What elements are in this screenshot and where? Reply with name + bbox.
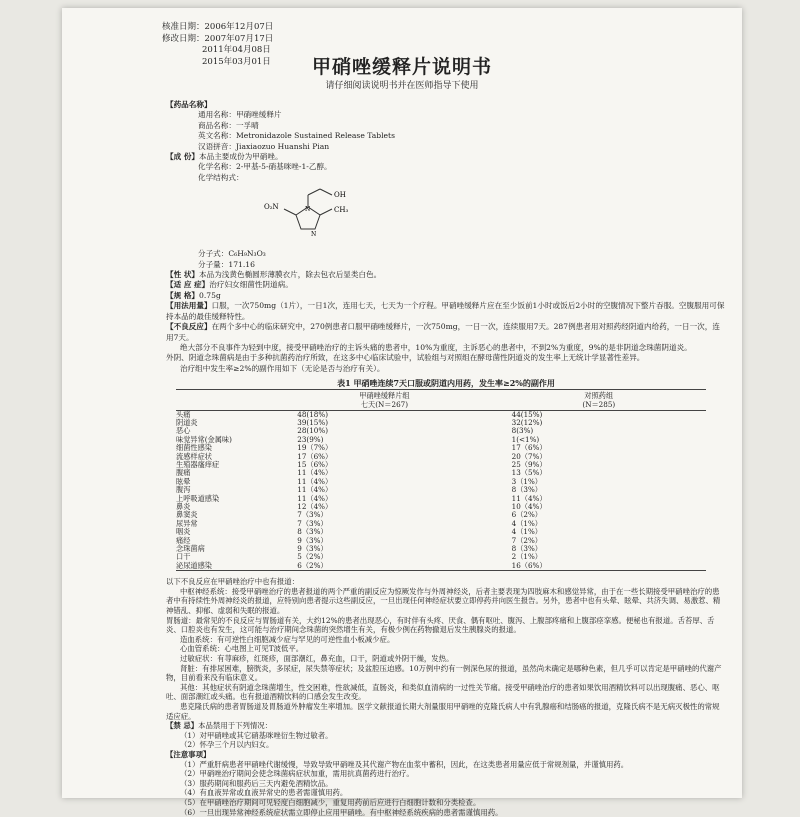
- table-row: [176, 436, 706, 444]
- adverse-event-name: 细菌性感染: [176, 444, 277, 452]
- table-row: [176, 419, 706, 427]
- comparator-value: 17（6%）: [492, 444, 706, 452]
- crohn-paragraph: 患克隆氏病的患者胃肠道及胃肠道外肿瘤发生率增加。医学文献报道长期大剂量服用甲硝唑的克隆氏病人中有乳腺癌和结肠癌的报道，克隆氏病不是无病灭极性的常规适应症。: [166, 702, 726, 721]
- molecular-formula: 分子式：C₆H₉N₃O₃: [166, 249, 726, 259]
- adverse-event-name: 味觉异常(金属味): [176, 436, 277, 444]
- comparator-value: 6（2%）: [492, 511, 706, 519]
- adverse-event-name: 阴道炎: [176, 419, 277, 427]
- renal-paragraph: 肾脏：有排尿困难，膀胱炎，多尿症，尿失禁等症状；及盆腔压迫感。10万例中约有一例深色尿的报道，虽然尚未确定是哪种色素，但几乎可以肯定是甲硝唑的代谢产物，目前看来没有临床意义。: [166, 664, 726, 683]
- contraindications-text: 本品禁用于下列情况：: [198, 721, 272, 730]
- chemical-name: 化学名称：2-甲基-5-硝基咪唑-1-乙醇。: [166, 162, 726, 172]
- metronidazole-value: 7（3%）: [277, 511, 491, 519]
- metronidazole-value: 7（3%）: [277, 520, 491, 528]
- pinyin-name: 汉语拼音：Jiaxiaozuo Huanshi Pian: [166, 142, 726, 152]
- adverse-text: 在两个多中心的临床研究中，270例患者口服甲硝唑缓释片，一次750mg，一日一次，连续服用7天。287例患者用对照药经阴道内给药，一日一次，连用7天。: [166, 322, 720, 341]
- spec-text: 0.75g: [199, 291, 221, 300]
- adverse-event-name: 流感样症状: [176, 453, 277, 461]
- table-row: [176, 545, 706, 553]
- comparator-value: 8（3%）: [492, 486, 706, 494]
- comparator-value: 8(3%): [492, 427, 706, 435]
- comparator-value: 1(<1%): [492, 436, 706, 444]
- table-row: [176, 469, 706, 477]
- metronidazole-value: 19（7%）: [277, 444, 491, 452]
- table-row: [176, 461, 706, 469]
- cardiovascular-paragraph: 心血管系统：心电图上可见T波低平。: [166, 644, 726, 654]
- adverse-event-name: 头痛: [176, 410, 277, 419]
- table-row: [176, 486, 706, 494]
- adverse-event-name: 生殖器瘙痒症: [176, 461, 277, 469]
- adverse-event-name: 念珠菌病: [176, 545, 277, 553]
- metronidazole-value: 11（4%）: [277, 478, 491, 486]
- table-title: 表1 甲硝唑连续7天口服或阴道内用药，发生率≥2%的副作用: [166, 378, 726, 388]
- generic-name: 通用名称：甲硝唑缓释片: [166, 110, 726, 120]
- metronidazole-value: 11（4%）: [277, 495, 491, 503]
- revision-date-3: 2015年03月01日: [162, 57, 273, 69]
- svg-text:N: N: [311, 231, 316, 238]
- approval-date: 核准日期：2006年12月07日: [162, 22, 273, 34]
- adverse-event-name: 泌尿道感染: [176, 562, 277, 571]
- adverse-event-name: 咽炎: [176, 528, 277, 536]
- composition-text: 本品主要成份为甲硝唑。: [199, 152, 283, 161]
- metronidazole-value: 15（6%）: [277, 461, 491, 469]
- svg-text:O₂N: O₂N: [264, 203, 279, 211]
- table-row: [176, 553, 706, 561]
- table-row: [176, 511, 706, 519]
- trade-name: 商品名称：一孚晴: [166, 121, 726, 131]
- comparator-value: 25（9%）: [492, 461, 706, 469]
- hematologic-paragraph: 造血系统：有可逆性白细胞减少症与罕见的可逆性血小板减少症。: [166, 635, 726, 645]
- indications-text: 治疗妇女细菌性阴道病。: [209, 280, 293, 289]
- comparator-value: 10（4%）: [492, 503, 706, 511]
- molecular-weight: 分子量：171.16: [166, 260, 726, 270]
- leaflet-sheet: [62, 8, 742, 798]
- table-row: [176, 410, 706, 419]
- adverse-event-name: 口干: [176, 553, 277, 561]
- adverse-paragraph-4: 治疗组中发生率≥2%的副作用如下（无论是否与治疗有关）。: [166, 364, 726, 374]
- adverse-event-name: 恶心: [176, 427, 277, 435]
- metronidazole-value: 6（2%）: [277, 562, 491, 571]
- table-header-col2: 对照药组 (N＝285): [492, 389, 706, 410]
- adverse-event-name: 腹痛: [176, 469, 277, 477]
- adverse-event-name: 痛经: [176, 537, 277, 545]
- properties-text: 本品为浅黄色椭圆形薄膜衣片，除去包衣后显类白色。: [199, 270, 381, 279]
- composition-heading: 【成 份】: [166, 152, 199, 161]
- metronidazole-value: 23(9%): [277, 436, 491, 444]
- adverse-event-name: 腹泻: [176, 486, 277, 494]
- leaflet-body: [166, 100, 726, 817]
- spec-heading: 【规 格】: [166, 291, 199, 300]
- drug-name-heading: 【药品名称】: [166, 100, 726, 110]
- svg-text:CH₃: CH₃: [334, 206, 348, 214]
- comparator-value: 44(15%): [492, 410, 706, 419]
- comparator-value: 4（1%）: [492, 520, 706, 528]
- metronidazole-value: 48(18%): [277, 410, 491, 419]
- allergy-paragraph: 过敏症状：有荨麻疹，红斑疹，面部潮红，鼻充血，口干，阴道或外阴干燥，发热。: [166, 654, 726, 664]
- metronidazole-value: 8（3%）: [277, 528, 491, 536]
- document-title: 甲硝唑缓释片说明书: [62, 52, 742, 79]
- metronidazole-value: 39(15%): [277, 419, 491, 427]
- precaution-item-3: （3）服药期间和服药后三天内避免酒精饮品。: [166, 779, 726, 789]
- svg-text:N: N: [305, 206, 310, 213]
- contraindication-item-1: （1）对甲硝唑或其它硝基咪唑衍生物过敏者。: [166, 731, 726, 741]
- metronidazole-value: 11（4%）: [277, 486, 491, 494]
- contraindication-item-2: （2）怀孕三个月以内妇女。: [166, 740, 726, 750]
- precaution-item-5: （5）在甲硝唑治疗期间可见轻度白细胞减少，重复用药前后应进行白细胞计数和分类检查。: [166, 798, 726, 808]
- chemical-structure-diagram: [256, 185, 376, 245]
- comparator-value: 32(12%): [492, 419, 706, 427]
- adverse-paragraph-2: 绝大部分不良事件为轻到中度，接受甲硝唑治疗的主诉头痛的患者中，10%为重度，主诉恶心的患者中，不到2%为重度，9%的是非阴道念珠菌阴道炎。: [166, 343, 726, 353]
- table-row: [176, 562, 706, 571]
- english-name: 英文名称：Metronidazole Sustained Release Tablets: [166, 131, 726, 141]
- table-header-col1: 甲硝唑缓释片组 七天(N＝267): [277, 389, 491, 410]
- table-row: [176, 503, 706, 511]
- metronidazole-value: 9（3%）: [277, 537, 491, 545]
- adverse-paragraph-3: 外阴、阴道念珠菌病是由于多种抗菌药治疗所致，在这多中心临床试验中，试验组与对照组在酵母菌性阴道炎的发生率上无统计学显著性差异。: [166, 353, 726, 363]
- table-header-blank: [176, 389, 277, 410]
- comparator-value: 2（1%）: [492, 553, 706, 561]
- dosage-heading: 【用法用量】: [166, 301, 212, 310]
- metronidazole-value: 28(10%): [277, 427, 491, 435]
- precaution-item-4: （4）有血液异常或血液异常史的患者需谨慎用药。: [166, 788, 726, 798]
- indications-heading: 【适 应 症】: [166, 280, 209, 289]
- adverse-event-name: 眩晕: [176, 478, 277, 486]
- table-body: [176, 410, 706, 571]
- comparator-value: 20（7%）: [492, 453, 706, 461]
- table-row: [176, 495, 706, 503]
- comparator-value: 3（1%）: [492, 478, 706, 486]
- table-row: [176, 427, 706, 435]
- metronidazole-value: 11（4%）: [277, 469, 491, 477]
- comparator-value: 8（3%）: [492, 545, 706, 553]
- table-row: [176, 528, 706, 536]
- cns-paragraph: 中枢神经系统：接受甲硝唑治疗的患者报道的两个严重的副反应为惊厥发作与外周神经炎，后者主要表现为四肢麻木和感觉异常，由于在一些长期接受甲硝唑治疗的患者中有持续性外周神经炎的报道，应特别向患者提示这些副反应，一旦出现任何神经症状要立即停药并向医生报告。另外，患者中也有头晕、眩晕、共济失调、易激惹、精神错乱、抑郁、虚弱和失眠的报道。: [166, 587, 726, 616]
- other-adverse-section: [166, 577, 726, 817]
- table-row: [176, 478, 706, 486]
- adverse-event-name: 鼻炎: [176, 503, 277, 511]
- comparator-value: 4（1%）: [492, 528, 706, 536]
- adverse-event-name: 上呼吸道感染: [176, 495, 277, 503]
- document-subtitle: 请仔细阅读说明书并在医师指导下使用: [62, 78, 742, 91]
- comparator-value: 11（4%）: [492, 495, 706, 503]
- precaution-item-6: （6）一旦出现异常神经系统症状需立即停止应用甲硝唑。有中枢神经系统疾病的患者需谨慎用药。: [166, 808, 726, 817]
- metronidazole-value: 12（4%）: [277, 503, 491, 511]
- svg-text:OH: OH: [334, 191, 346, 199]
- gi-paragraph: 胃肠道：最常见的不良反应与胃肠道有关，大约12%的患者出现恶心，有时伴有头疼、厌食、偶有呕吐、腹泻、上腹部疼痛和上腹部痉挛感。便秘也有报道。舌苔厚、舌炎、口腔炎也有发生，这可能与治疗期间念珠菌的突然增生有关，有极少例在药物撤退后发生胰腺炎的报道。: [166, 616, 726, 635]
- other-paragraph: 其他：其他症状有阴道念珠菌增生，性交困难，性欲减低，直肠炎，和类似血清病的一过性关节痛。接受甲硝唑治疗的患者如果饮用酒精饮料可以出现腹痛、恶心、呕吐、面部潮红或头痛。也有报道酒精饮料的口感会发生改变。: [166, 683, 726, 702]
- table-row: [176, 537, 706, 545]
- properties-heading: 【性 状】: [166, 270, 199, 279]
- precaution-item-1: （1）严重肝病患者甲硝唑代谢缓慢，导致导致甲硝唑及其代谢产物在血浆中蓄积，因此，在这类患者用量应低于常规剂量，并谨慎用药。: [166, 760, 726, 770]
- adverse-heading: 【不良反应】: [166, 322, 212, 331]
- precautions-heading: 【注意事项】: [166, 750, 726, 760]
- metronidazole-value: 5（2%）: [277, 553, 491, 561]
- other-adverse-intro: 以下不良反应在甲硝唑治疗中也有报道：: [166, 577, 726, 587]
- adverse-events-table: [176, 389, 706, 572]
- comparator-value: 7（2%）: [492, 537, 706, 545]
- table-row: [176, 444, 706, 452]
- comparator-value: 13（5%）: [492, 469, 706, 477]
- dosage-text: 口服，一次750mg（1片），一日1次，连用七天，七天为一个疗程。甲硝唑缓释片应在至少饭前1小时或饭后2小时的空腹情况下整片吞服。空腹服用可保持本品的最佳缓释特性。: [166, 301, 724, 320]
- adverse-event-name: 鼻窦炎: [176, 511, 277, 519]
- metronidazole-value: 17（6%）: [277, 453, 491, 461]
- table-row: [176, 453, 706, 461]
- contraindications-heading: 【禁 忌】: [166, 721, 198, 730]
- metronidazole-value: 9（3%）: [277, 545, 491, 553]
- revision-date: 修改日期：2007年07月17日: [162, 34, 273, 46]
- table-row: [176, 520, 706, 528]
- comparator-value: 16（6%）: [492, 562, 706, 571]
- revision-date-2: 2011年04月08日: [162, 45, 273, 57]
- adverse-event-name: 尿异常: [176, 520, 277, 528]
- precaution-item-2: （2）甲硝唑治疗期间会使念珠菌病症状加重，需用抗真菌药进行治疗。: [166, 769, 726, 779]
- structure-label: 化学结构式：: [166, 173, 726, 183]
